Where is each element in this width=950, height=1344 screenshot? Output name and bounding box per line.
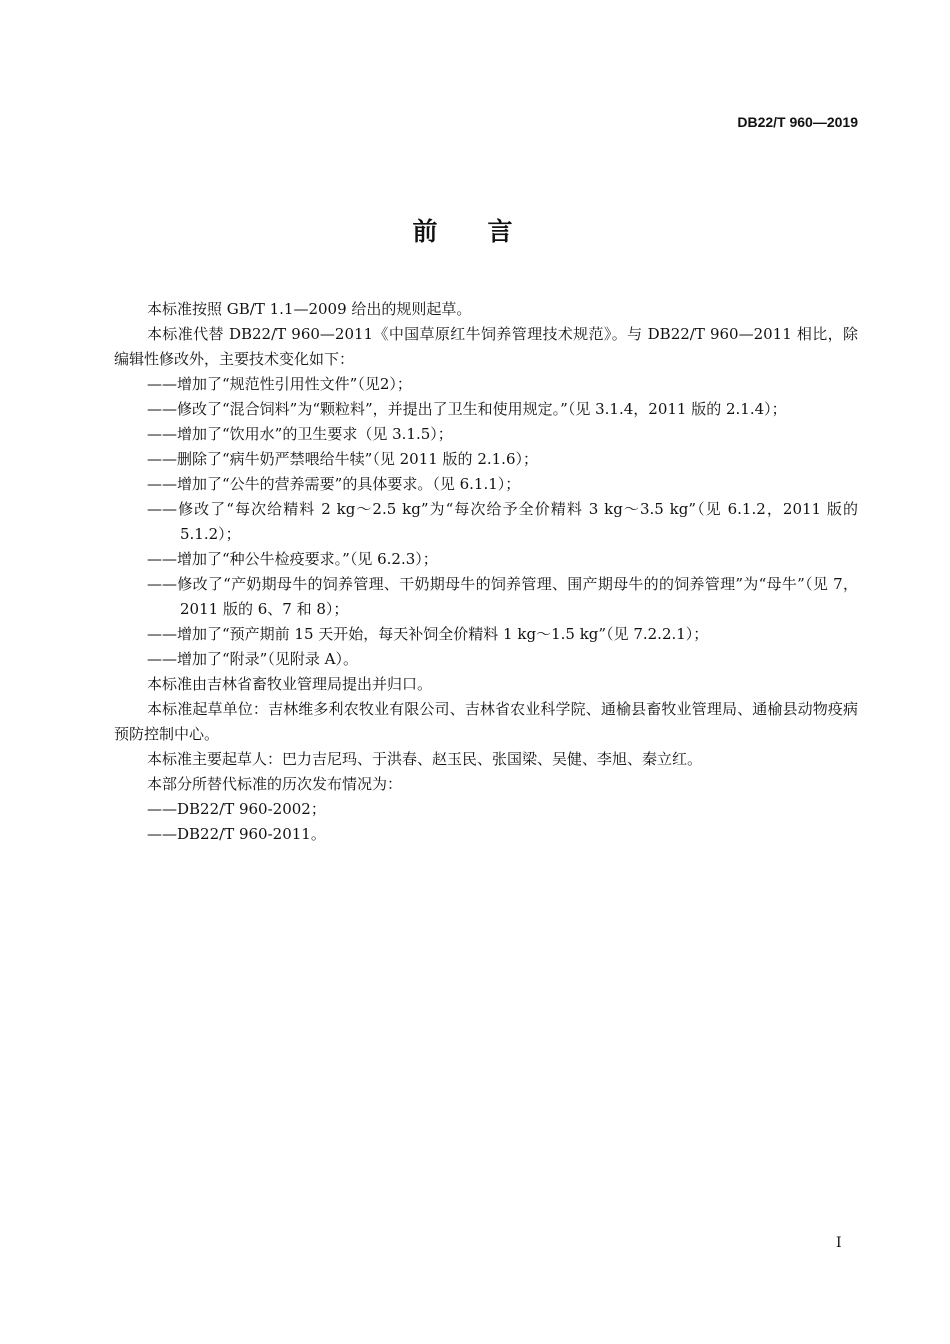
change-item: ——增加了“规范性引用性文件”（见2）； [147,375,412,393]
page-title: 前言 [412,217,563,246]
paragraph: 本标准起草单位：吉林维多利农牧业有限公司、吉林省农业科学院、通榆县畜牧业管理局、通榆县动物疫病预防控制中心。 [114,700,858,743]
paragraph: 本标准按照 GB/T 1.1—2009 给出的规则起草。 [147,300,472,318]
paragraph: 本标准由吉林省畜牧业管理局提出并归口。 [147,675,433,693]
change-item: ——修改了“混合饲料”为“颗粒料”，并提出了卫生和使用规定。”（见 3.1.4，2011 版的 2.1.4）； [147,400,787,418]
change-item: ——增加了“预产期前 15 天开始，每天补饲全价精料 1 kg～1.5 kg”（见 7.2.2.1）； [147,625,709,643]
page-number: I [836,1235,842,1251]
change-item: ——删除了“病牛奶严禁喂给牛犊”（见 2011 版的 2.1.6）； [147,450,538,468]
history-item: ——DB22/T 960-2002； [147,800,326,818]
change-item: ——修改了“每次给精料 2 kg～2.5 kg”为“每次给予全价精料 3 kg～3.5 kg”（见 6.1.2，2011 版的 5.1.2）； [147,500,858,543]
change-item: ——增加了“附录”（见附录 A）。 [147,650,358,668]
paragraph: 本部分所替代标准的历次发布情况为： [147,775,403,793]
paragraph: 本标准主要起草人：巴力吉尼玛、于洪春、赵玉民、张国梁、吴健、李旭、秦立红。 [147,750,703,768]
change-item: ——增加了“饮用水”的卫生要求（见 3.1.5）； [147,425,453,443]
change-item: ——增加了“种公牛检疫要求。”（见 6.2.3）； [147,550,438,568]
standard-code: DB22/T 960—2019 [737,114,858,130]
change-item: ——修改了“产奶期母牛的饲养管理、干奶期母牛的饲养管理、围产期母牛的的饲养管理”为“母牛”（见 7，2011 版的 6、7 和 8）； [147,575,858,618]
change-item: ——增加了“公牛的营养需要”的具体要求。（见 6.1.1）； [147,475,521,493]
history-item: ——DB22/T 960-2011。 [147,825,326,843]
paragraph: 本标准代替 DB22/T 960—2011《中国草原红牛饲养管理技术规范》。与 DB22/T 960—2011 相比，除编辑性修改外，主要技术变化如下： [114,325,858,368]
document-body [114,297,858,847]
